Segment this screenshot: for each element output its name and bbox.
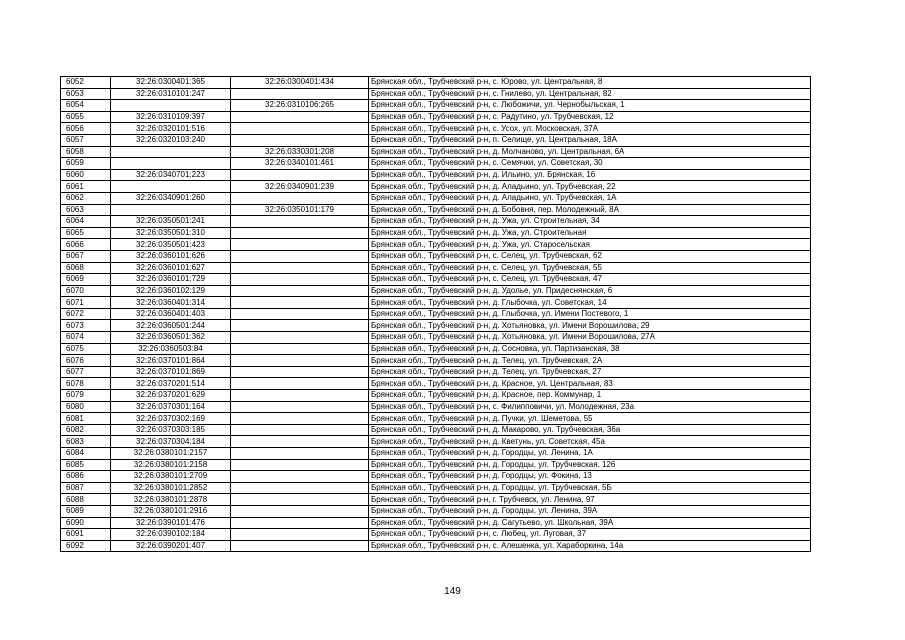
table-row [61,378,811,390]
address-cell: Брянская обл., Трубчевский р-н, д. Городцы, ул. Ленина, 39А [369,505,811,517]
cadastral-number-cell [111,100,231,112]
address-cell: Брянская обл., Трубчевский р-н, д. Макарово, ул. Трубчевская, 36а [369,424,811,436]
address-cell: Брянская обл., Трубчевский р-н, с. Алешенка, ул. Хараборкина, 14а [369,540,811,552]
cadastral-number-2-cell [231,401,369,413]
table-row [61,88,811,100]
cadastral-number-2-cell [231,448,369,460]
table-row [61,146,811,158]
row-number-cell: 6068 [61,262,111,274]
table-row [61,262,811,274]
table-row [61,77,811,89]
row-number-cell: 6073 [61,320,111,332]
cadastral-number-2-cell [231,390,369,402]
cadastral-number-2-cell: 32:26:0340101:461 [231,158,369,170]
cadastral-number-2-cell [231,413,369,425]
cadastral-number-cell: 32:26:0360501:244 [111,320,231,332]
row-number-cell: 6075 [61,343,111,355]
address-cell: Брянская обл., Трубчевский р-н, д. Глыбочка, ул. Имени Постевого, 1 [369,308,811,320]
address-cell: Брянская обл., Трубчевский р-н, д. Пучки, ул. Шеметова, 55 [369,413,811,425]
cadastral-number-cell: 32:26:0350501:423 [111,239,231,251]
cadastral-number-2-cell [231,250,369,262]
table-row [61,158,811,170]
address-cell: Брянская обл., Трубчевский р-н, д. Глыбочка, ул. Советская, 14 [369,297,811,309]
table-row [61,540,811,552]
cadastral-number-2-cell [231,192,369,204]
cadastral-number-2-cell [231,355,369,367]
cadastral-number-2-cell [231,123,369,135]
address-cell: Брянская обл., Трубчевский р-н, с. Радутино, ул. Трубчевская, 12 [369,111,811,123]
cadastral-number-2-cell [231,505,369,517]
row-number-cell: 6067 [61,250,111,262]
address-cell: Брянская обл., Трубчевский р-н, с. Селец, ул. Трубчевская, 47 [369,274,811,286]
cadastral-number-2-cell [231,239,369,251]
address-cell: Брянская обл., Трубчевский р-н, д. Сагутьево, ул. Школьная, 39А [369,517,811,529]
address-cell: Брянская обл., Трубчевский р-н, д. Хотьяновка, ул. Имени Ворошилова, 27А [369,332,811,344]
row-number-cell: 6071 [61,297,111,309]
address-cell: Брянская обл., Трубчевский р-н, д. Красное, ул. Центральная, 83 [369,378,811,390]
cadastral-number-cell [111,204,231,216]
address-cell: Брянская обл., Трубчевский р-н, д. Городцы, ул. Фокина, 13 [369,471,811,483]
address-cell: Брянская обл., Трубчевский р-н, г. Трубчевск, ул. Ленина, 97 [369,494,811,506]
cadastral-number-2-cell [231,529,369,541]
row-number-cell: 6074 [61,332,111,344]
cadastral-number-cell: 32:26:0380101:2709 [111,471,231,483]
row-number-cell: 6077 [61,366,111,378]
address-cell: Брянская обл., Трубчевский р-н, с. Любожичи, ул. Чернобыльская, 1 [369,100,811,112]
address-cell: Брянская обл., Трубчевский р-н, с. Усох, ул. Московская, 37А [369,123,811,135]
table-row [61,459,811,471]
table-row [61,123,811,135]
row-number-cell: 6082 [61,424,111,436]
table-row [61,413,811,425]
cadastral-number-2-cell: 32:26:0300401:434 [231,77,369,89]
table-row [61,100,811,112]
row-number-cell: 6089 [61,505,111,517]
cadastral-number-2-cell [231,459,369,471]
cadastral-number-cell: 32:26:0370302:169 [111,413,231,425]
row-number-cell: 6054 [61,100,111,112]
cadastral-number-cell: 32:26:0370101:864 [111,355,231,367]
table-row [61,366,811,378]
row-number-cell: 6056 [61,123,111,135]
cadastral-number-cell: 32:26:0340701:223 [111,169,231,181]
registry-table-body [61,77,811,552]
cadastral-number-cell: 32:26:0370304:184 [111,436,231,448]
address-cell: Брянская обл., Трубчевский р-н, п. Селище, ул. Центральная, 18А [369,134,811,146]
cadastral-number-2-cell [231,308,369,320]
address-cell: Брянская обл., Трубчевский р-н, с. Семячки, ул. Советская, 30 [369,158,811,170]
cadastral-number-cell [111,158,231,170]
row-number-cell: 6069 [61,274,111,286]
row-number-cell: 6090 [61,517,111,529]
table-row [61,274,811,286]
row-number-cell: 6060 [61,169,111,181]
cadastral-number-2-cell [231,540,369,552]
cadastral-number-2-cell [231,274,369,286]
address-cell: Брянская обл., Трубчевский р-н, д. Телец, ул. Трубчевская, 27 [369,366,811,378]
row-number-cell: 6058 [61,146,111,158]
address-cell: Брянская обл., Трубчевский р-н, д. Городцы, ул. Трубчевская, 126 [369,459,811,471]
row-number-cell: 6064 [61,216,111,228]
row-number-cell: 6059 [61,158,111,170]
row-number-cell: 6088 [61,494,111,506]
cadastral-number-2-cell [231,366,369,378]
table-row [61,471,811,483]
table-row [61,482,811,494]
cadastral-number-cell [111,146,231,158]
address-cell: Брянская обл., Трубчевский р-н, д. Ужа, ул. Старосельская [369,239,811,251]
address-cell: Брянская обл., Трубчевский р-н, д. Телец, ул. Трубчевская, 2А [369,355,811,367]
row-number-cell: 6052 [61,77,111,89]
table-row [61,134,811,146]
cadastral-number-cell: 32:26:0370101:869 [111,366,231,378]
table-row [61,529,811,541]
address-cell: Брянская обл., Трубчевский р-н, с. Селец, ул. Трубчевская, 55 [369,262,811,274]
cadastral-number-cell [111,181,231,193]
cadastral-number-cell: 32:26:0350501:241 [111,216,231,228]
row-number-cell: 6087 [61,482,111,494]
address-cell: Брянская обл., Трубчевский р-н, д. Удолье, ул. Придеснянская, 6 [369,285,811,297]
table-row [61,355,811,367]
row-number-cell: 6085 [61,459,111,471]
cadastral-number-cell: 32:26:0380101:2878 [111,494,231,506]
address-cell: Брянская обл., Трубчевский р-н, с. Любец, ул. Луговая, 37 [369,529,811,541]
table-row [61,448,811,460]
row-number-cell: 6062 [61,192,111,204]
address-cell: Брянская обл., Трубчевский р-н, д. Бобовня, пер. Молодежный, 8А [369,204,811,216]
row-number-cell: 6086 [61,471,111,483]
cadastral-number-2-cell: 32:26:0310106:265 [231,100,369,112]
cadastral-number-cell: 32:26:0360101:627 [111,262,231,274]
row-number-cell: 6092 [61,540,111,552]
cadastral-number-2-cell: 32:26:0330301:208 [231,146,369,158]
page-number: 149 [444,586,461,597]
cadastral-number-2-cell [231,343,369,355]
cadastral-number-cell: 32:26:0380101:2852 [111,482,231,494]
cadastral-number-2-cell [231,111,369,123]
row-number-cell: 6065 [61,227,111,239]
table-row [61,424,811,436]
table-row [61,436,811,448]
row-number-cell: 6078 [61,378,111,390]
cadastral-number-cell: 32:26:0370301:164 [111,401,231,413]
row-number-cell: 6076 [61,355,111,367]
address-cell: Брянская обл., Трубчевский р-н, д. Аладьино, ул. Трубчевская, 22 [369,181,811,193]
row-number-cell: 6084 [61,448,111,460]
cadastral-number-2-cell [231,517,369,529]
address-cell: Брянская обл., Трубчевский р-н, д. Ужа, ул. Строительная, 34 [369,216,811,228]
cadastral-number-cell: 32:26:0360503:84 [111,343,231,355]
row-number-cell: 6057 [61,134,111,146]
cadastral-number-cell: 32:26:0360101:626 [111,250,231,262]
row-number-cell: 6070 [61,285,111,297]
row-number-cell: 6053 [61,88,111,100]
cadastral-number-cell: 32:26:0370201:629 [111,390,231,402]
address-cell: Брянская обл., Трубчевский р-н, д. Городцы, ул. Ленина, 1А [369,448,811,460]
table-row [61,181,811,193]
table-row [61,204,811,216]
address-cell: Брянская обл., Трубчевский р-н, д. Хотьяновка, ул. Имени Ворошилова, 29 [369,320,811,332]
cadastral-number-cell: 32:26:0320103:240 [111,134,231,146]
cadastral-number-cell: 32:26:0300401:365 [111,77,231,89]
table-row [61,239,811,251]
cadastral-number-2-cell [231,262,369,274]
cadastral-number-cell: 32:26:0370201:514 [111,378,231,390]
address-cell: Брянская обл., Трубчевский р-н, д. Ильино, ул. Брянская, 16 [369,169,811,181]
table-row [61,401,811,413]
address-cell: Брянская обл., Трубчевский р-н, д. Ужа, ул. Строительная [369,227,811,239]
cadastral-number-2-cell [231,482,369,494]
cadastral-number-2-cell [231,471,369,483]
row-number-cell: 6079 [61,390,111,402]
cadastral-number-cell: 32:26:0350501:310 [111,227,231,239]
cadastral-number-2-cell [231,88,369,100]
row-number-cell: 6081 [61,413,111,425]
cadastral-number-cell: 32:26:0390201:407 [111,540,231,552]
table-row [61,390,811,402]
cadastral-number-2-cell [231,216,369,228]
cadastral-number-2-cell [231,134,369,146]
table-row [61,285,811,297]
row-number-cell: 6066 [61,239,111,251]
cadastral-number-2-cell [231,436,369,448]
address-cell: Брянская обл., Трубчевский р-н, с. Гнилево, ул. Центральная, 82 [369,88,811,100]
address-cell: Брянская обл., Трубчевский р-н, д. Городцы, ул. Трубчевская, 5Б [369,482,811,494]
address-cell: Брянская обл., Трубчевский р-н, д. Сосновка, ул. Партизанская, 38 [369,343,811,355]
table-row [61,494,811,506]
cadastral-number-cell: 32:26:0390101:476 [111,517,231,529]
row-number-cell: 6080 [61,401,111,413]
table-row [61,227,811,239]
cadastral-number-2-cell [231,424,369,436]
table-row [61,250,811,262]
address-cell: Брянская обл., Трубчевский р-н, с. Юрово, ул. Центральная, 8 [369,77,811,89]
cadastral-number-cell: 32:26:0360401:403 [111,308,231,320]
cadastral-number-cell: 32:26:0380101:2157 [111,448,231,460]
row-number-cell: 6091 [61,529,111,541]
table-row [61,308,811,320]
cadastral-number-2-cell [231,227,369,239]
address-cell: Брянская обл., Трубчевский р-н, д. Аладьино, ул. Трубчевская, 1А [369,192,811,204]
cadastral-number-2-cell [231,378,369,390]
table-row [61,517,811,529]
cadastral-number-2-cell [231,297,369,309]
address-cell: Брянская обл., Трубчевский р-н, д. Кветунь, ул. Советская, 45а [369,436,811,448]
cadastral-number-cell: 32:26:0360501:362 [111,332,231,344]
table-row [61,297,811,309]
table-row [61,192,811,204]
row-number-cell: 6083 [61,436,111,448]
cadastral-number-cell: 32:26:0390102:184 [111,529,231,541]
cadastral-number-2-cell: 32:26:0350101:179 [231,204,369,216]
registry-table [60,76,811,552]
table-row [61,111,811,123]
table-row [61,216,811,228]
cadastral-number-cell: 32:26:0370303:185 [111,424,231,436]
address-cell: Брянская обл., Трубчевский р-н, с. Филипповичи, ул. Молодежная, 23а [369,401,811,413]
table-row [61,169,811,181]
table-row [61,320,811,332]
cadastral-number-cell: 32:26:0380101:2916 [111,505,231,517]
row-number-cell: 6055 [61,111,111,123]
cadastral-number-2-cell [231,285,369,297]
table-row [61,332,811,344]
row-number-cell: 6061 [61,181,111,193]
cadastral-number-cell: 32:26:0320101:516 [111,123,231,135]
cadastral-number-2-cell [231,320,369,332]
table-row [61,505,811,517]
cadastral-number-cell: 32:26:0310109:397 [111,111,231,123]
address-cell: Брянская обл., Трубчевский р-н, д. Молчаново, ул. Центральная, 6А [369,146,811,158]
cadastral-number-cell: 32:26:0360101:729 [111,274,231,286]
cadastral-number-2-cell [231,332,369,344]
table-row [61,343,811,355]
address-cell: Брянская обл., Трубчевский р-н, с. Селец, ул. Трубчевская, 62 [369,250,811,262]
cadastral-number-2-cell [231,494,369,506]
address-cell: Брянская обл., Трубчевский р-н, д. Красное, пер. Коммунар, 1 [369,390,811,402]
cadastral-number-2-cell: 32:26:0340901:239 [231,181,369,193]
cadastral-number-cell: 32:26:0340901:260 [111,192,231,204]
cadastral-number-2-cell [231,169,369,181]
cadastral-number-cell: 32:26:0360102:129 [111,285,231,297]
cadastral-number-cell: 32:26:0310101:247 [111,88,231,100]
cadastral-number-cell: 32:26:0380101:2158 [111,459,231,471]
cadastral-number-cell: 32:26:0360401:314 [111,297,231,309]
row-number-cell: 6072 [61,308,111,320]
row-number-cell: 6063 [61,204,111,216]
